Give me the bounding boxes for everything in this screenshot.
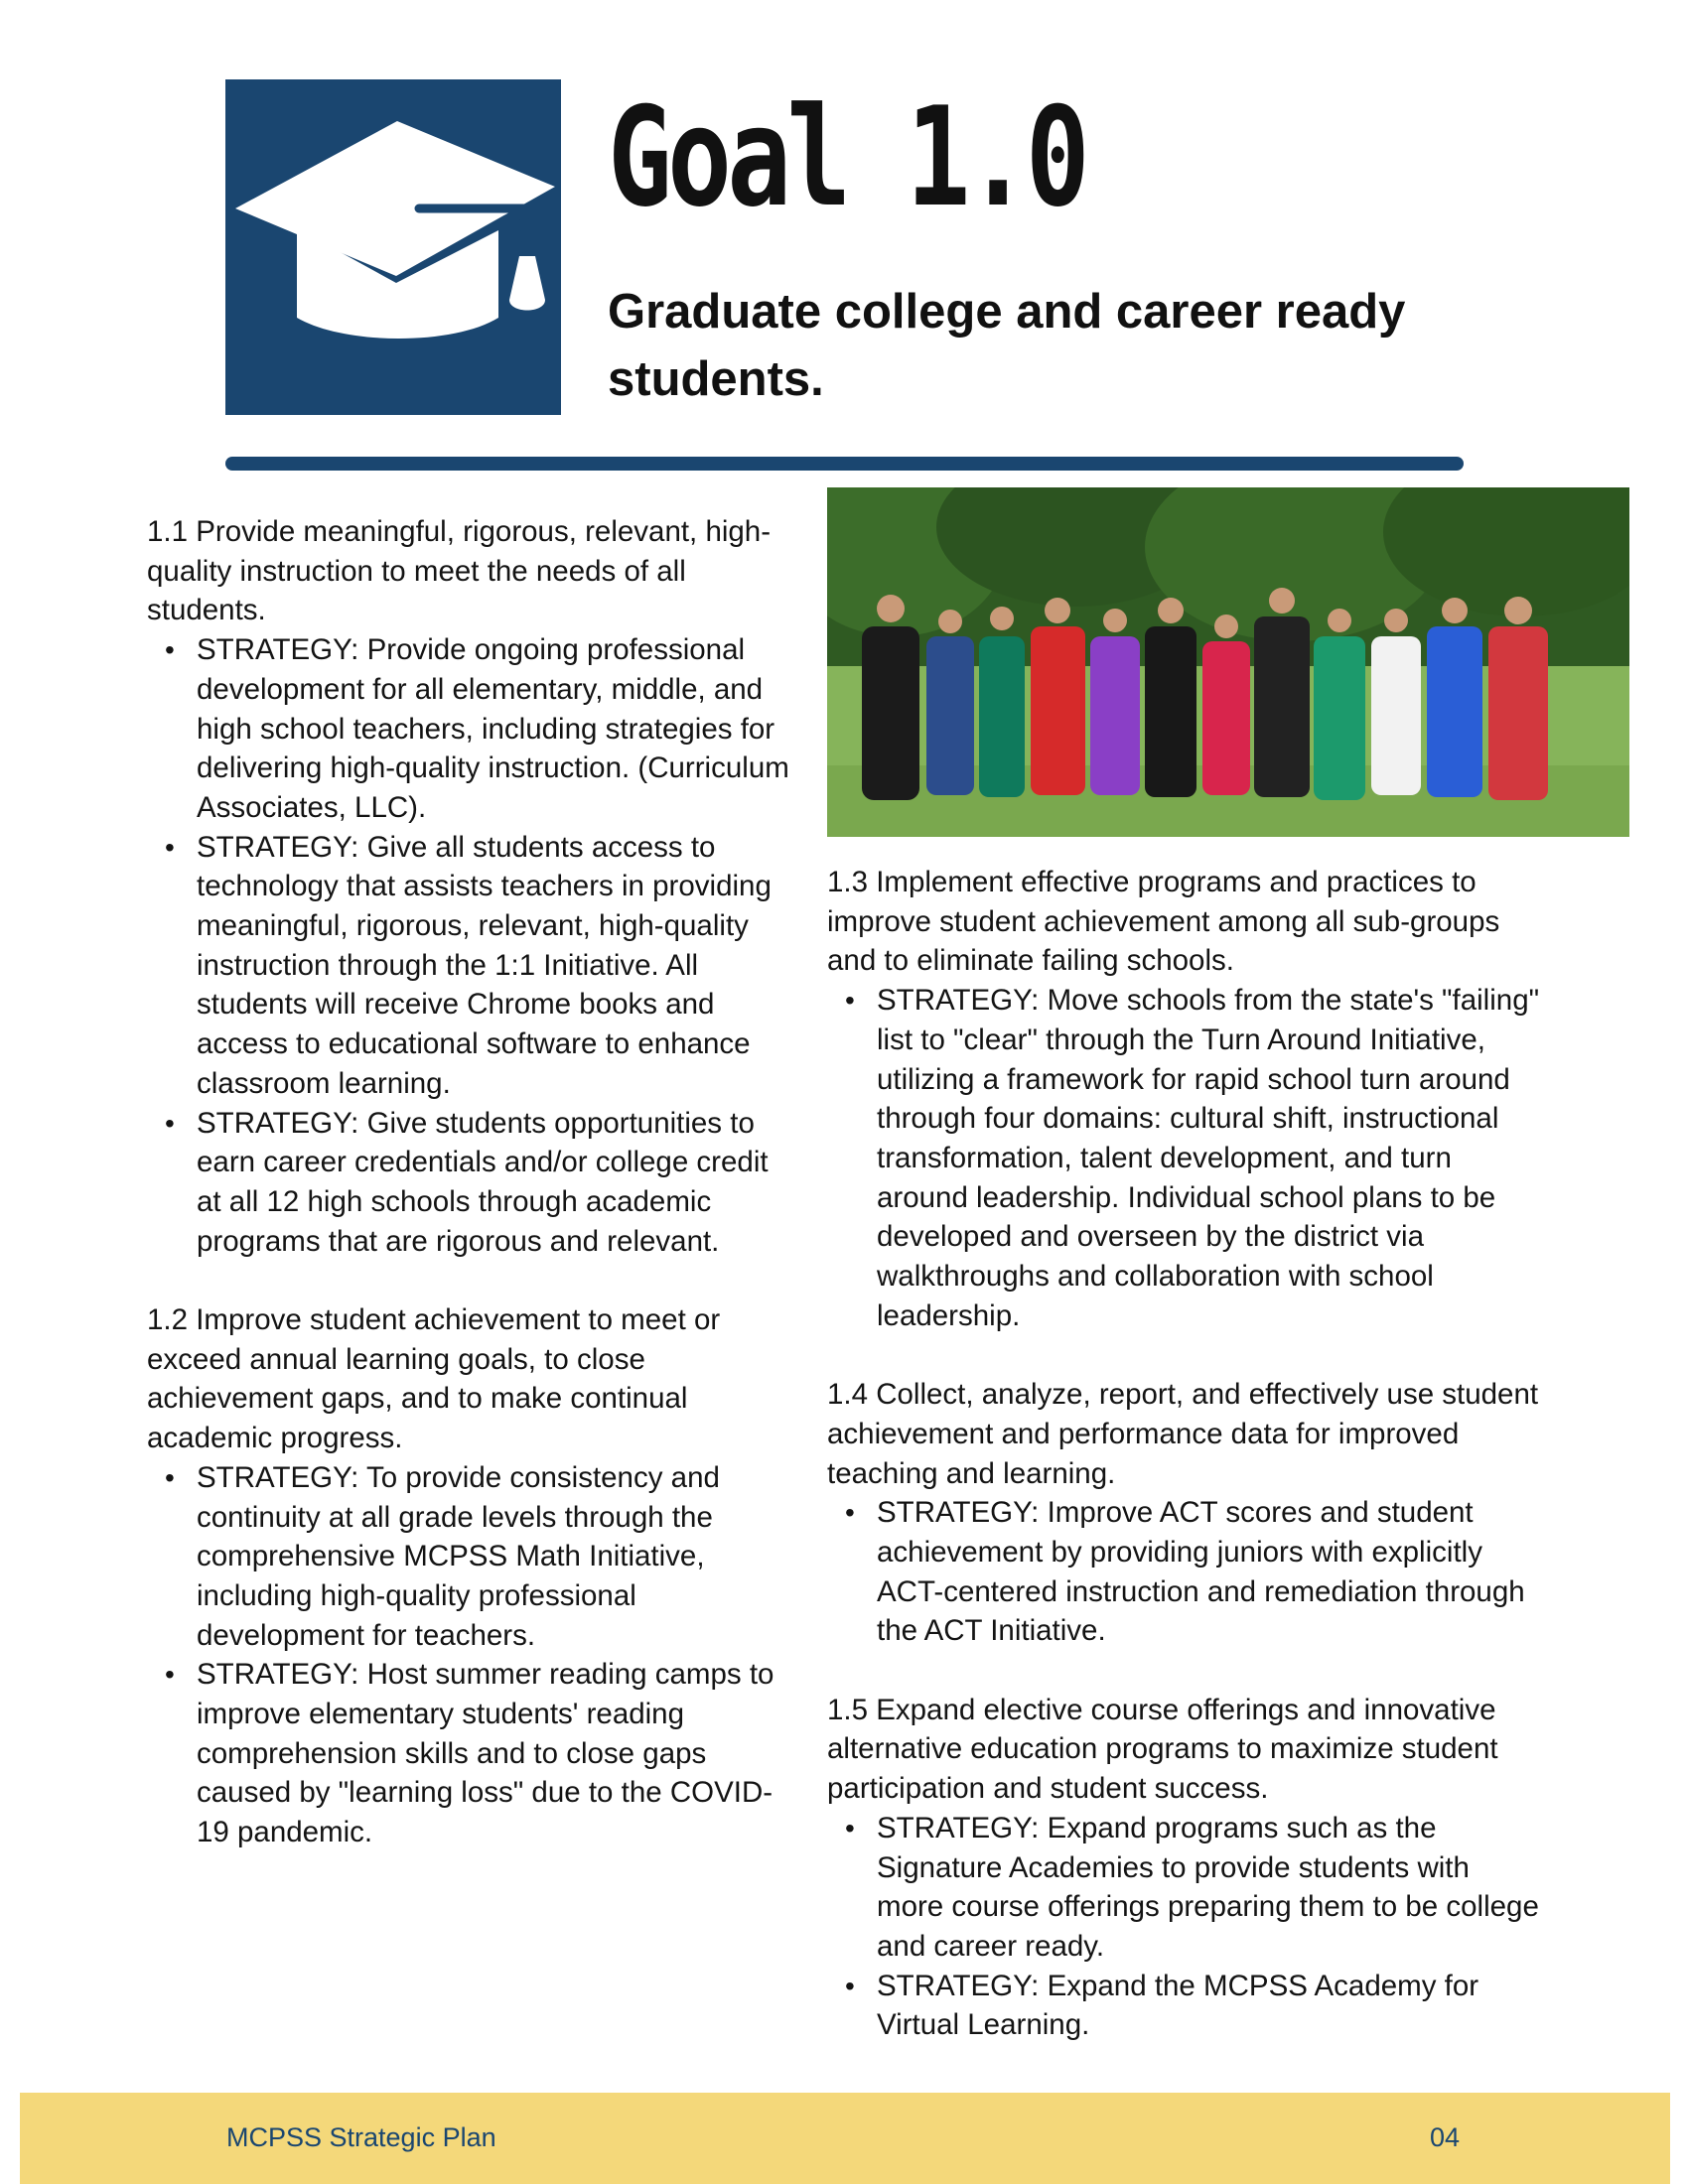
left-column [147,512,792,1852]
strategy-item: • STRATEGY: Expand programs such as the Signature Academies to provide students with more course offerings preparing them to be college and career ready. [877,1809,1542,1967]
strategy-list-1-1 [147,630,792,1261]
strategy-item: • STRATEGY: To provide consistency and continuity at all grade levels through the comprehensive MCPSS Math Initiative, including high-quality professional development for teachers. [197,1458,792,1656]
strategy-item: • STRATEGY: Improve ACT scores and student achievement by providing juniors with explicitly ACT-centered instruction and remediation through the ACT Initiative. [877,1493,1542,1651]
graduates-photo [827,487,1629,837]
strategy-item: • STRATEGY: Give students opportunities to earn career credentials and/or college credit at all 12 high schools through academic programs that are rigorous and relevant. [197,1104,792,1262]
goal-title: Goal 1.0 [608,77,1086,237]
right-column [827,863,1542,2045]
strategy-item: • STRATEGY: Host summer reading camps to improve elementary students' reading comprehension skills and to close gaps caused by "learning loss" due to the COVID-19 pandemic. [197,1655,792,1852]
objective-1-1: 1.1 Provide meaningful, rigorous, relevant, high-quality instruction to meet the needs of all students. [147,515,772,627]
objective-1-2: 1.2 Improve student achievement to meet or exceed annual learning goals, to close achievement gaps, and to make continual academic progress. [147,1303,721,1455]
graduation-cap-icon-box [225,79,561,415]
graduation-cap-icon [225,79,561,415]
page-number: 04 [1430,2122,1461,2152]
objective-1-4: 1.4 Collect, analyze, report, and effectively use student achievement and performance data for improved teaching and learning. [827,1378,1539,1490]
strategy-item: • STRATEGY: Provide ongoing professional development for all elementary, middle, and high school teachers, including strategies for delivering high-quality instruction. (Curriculum Associates, LLC). [197,630,792,828]
strategy-item: • STRATEGY: Expand the MCPSS Academy for Virtual Learning. [877,1967,1542,2045]
objective-1-5: 1.5 Expand elective course offerings and innovative alternative education programs to maximize student participation and student success. [827,1693,1498,1806]
footer-title: MCPSS Strategic Plan [226,2122,496,2152]
goal-subtitle: Graduate college and career ready students. [608,285,1406,406]
strategy-list-1-3 [827,981,1542,1335]
strategy-list-1-4 [827,1493,1542,1651]
strategy-item: • STRATEGY: Move schools from the state's "failing" list to "clear" through the Turn Around Initiative, utilizing a framework for rapid school turn around through four domains: cultural shift, instructional transformation, talent development, and turn around leadership. Individual school plans to be developed and overseen by the district via walkthroughs and collaboration with school leadership. [877,981,1542,1335]
objective-1-3: 1.3 Implement effective programs and practices to improve student achievement among all sub-groups and to eliminate failing schools. [827,866,1500,978]
header-divider [225,457,1464,471]
strategy-item: • STRATEGY: Give all students access to technology that assists teachers in providing meaningful, rigorous, relevant, high-quality instruction through the 1:1 Initiative. All students will receive Chrome books and access to educational software to enhance classroom learning. [197,828,792,1104]
strategy-list-1-5 [827,1809,1542,2045]
page-footer [20,2093,1670,2184]
strategy-list-1-2 [147,1458,792,1852]
